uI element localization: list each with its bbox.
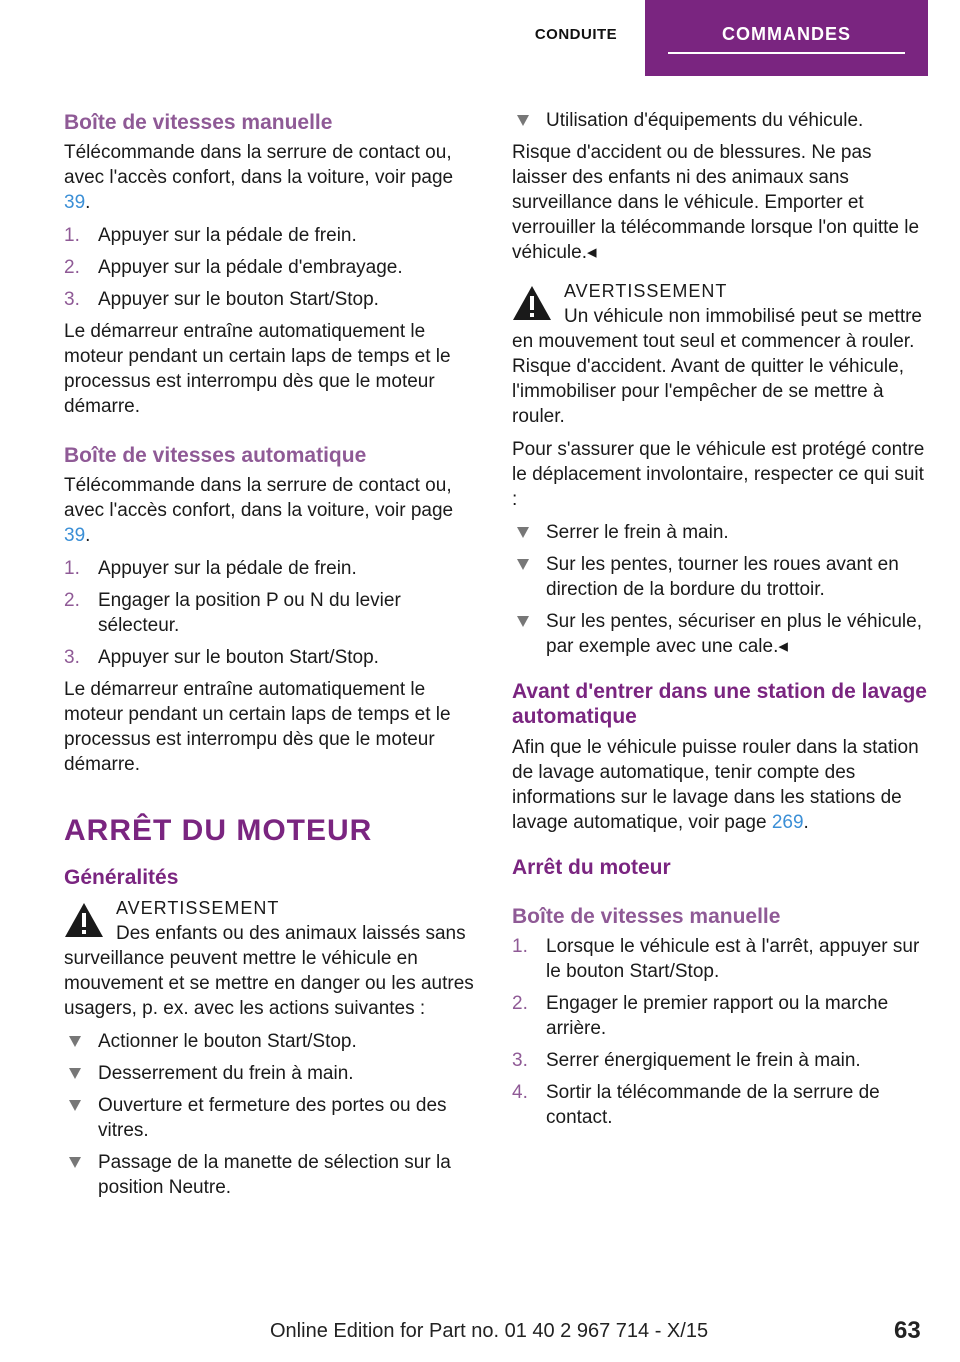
general-heading: Généralités [64, 866, 179, 889]
page-number: 63 [894, 1317, 921, 1344]
warning-title: AVERTISSEMENT [116, 898, 280, 918]
step-text: Appuyer sur le bouton Start/Stop. [98, 647, 379, 668]
auto-steps [64, 556, 480, 670]
manual-gearbox-heading: Boîte de vitesses manuelle [64, 111, 333, 134]
list-item [512, 108, 928, 133]
bullet-text: Actionner le bouton Start/Stop. [98, 1031, 357, 1052]
stop-steps [512, 934, 928, 1130]
step-text: Serrer énergiquement le frein à main. [546, 1050, 861, 1071]
step-number: 2. [64, 590, 80, 611]
list-item [64, 1150, 480, 1200]
bullet-text: Ouverture et fermeture des portes ou des vitres. [98, 1095, 447, 1141]
step-number: 3. [512, 1050, 528, 1071]
warning-box [512, 279, 928, 429]
section-tabs [0, 0, 960, 76]
bullet-triangle-icon [517, 559, 529, 570]
step-text: Engager la position P ou N du levier sélecteur. [98, 590, 401, 636]
step-number: 1. [512, 936, 528, 957]
warning-triangle-icon [64, 902, 104, 938]
warning-title: AVERTISSEMENT [564, 281, 728, 301]
bullet-text: Desserrement du frein à main. [98, 1063, 354, 1084]
step-number: 2. [512, 993, 528, 1014]
auto-intro-text: Télécommande dans la serrure de contact ou, avec l'accès confort, dans la voiture, voir page [64, 475, 454, 521]
step-number: 4. [512, 1082, 528, 1103]
bullet-triangle-icon [517, 616, 529, 627]
car-wash-heading: Avant d'entrer dans une station de lavage automatique [512, 680, 927, 728]
page-link-39[interactable]: 39 [64, 192, 86, 213]
step-number: 3. [64, 289, 80, 310]
list-item [64, 556, 480, 581]
step-text: Appuyer sur le bouton Start/Stop. [98, 289, 379, 310]
manual-intro-text: Télécommande dans la serrure de contact ou, avec l'accès confort, dans la voiture, voir page [64, 142, 454, 188]
list-item [64, 255, 480, 280]
page-link-39[interactable]: 39 [64, 525, 86, 546]
step-text: Engager le premier rapport ou la marche arrière. [546, 993, 889, 1039]
risk-actions-list [64, 1029, 480, 1200]
step-text: Appuyer sur la pédale de frein. [98, 558, 357, 579]
list-item [64, 1061, 480, 1086]
tab-active-underline [668, 52, 905, 54]
engine-stop-title: ARRÊT DU MOTEUR [64, 814, 373, 847]
engine-stop-heading: Arrêt du moteur [512, 856, 671, 879]
manual-intro: Télécommande dans la serrure de contact ou, avec l'accès confort, dans la voiture, voir page 39. [64, 142, 454, 213]
bullet-triangle-icon [69, 1036, 81, 1047]
warning-box [64, 896, 480, 1021]
list-item [64, 287, 480, 312]
list-item [64, 1093, 480, 1143]
tab-commandes-label: COMMANDES [722, 24, 851, 44]
step-text: Appuyer sur la pédale d'embrayage. [98, 257, 403, 278]
bullet-triangle-icon [517, 527, 529, 538]
page-link-269[interactable]: 269 [771, 812, 804, 833]
bullet-text: Serrer le frein à main. [546, 522, 729, 543]
step-text: Appuyer sur la pédale de frein. [98, 225, 357, 246]
risk-text: Risque d'accident ou de blessures. Ne pas laisser des enfants ni des animaux sans surveillance dans le véhicule. Emporter et verrouiller la télécommande lorsque l'on quitte le véhicule.◂ [512, 142, 920, 263]
step-number: 3. [64, 647, 80, 668]
bullet-text: Sur les pentes, sécuriser en plus le véhicule, par exemple avec une cale.◂ [546, 611, 922, 657]
bullet-text: Utilisation d'équipements du véhicule. [546, 110, 864, 131]
step-number: 1. [64, 558, 80, 579]
list-item [512, 1048, 928, 1073]
step-text: Lorsque le véhicule est à l'arrêt, appuyer sur le bouton Start/Stop. [546, 936, 920, 982]
list-item [512, 934, 928, 984]
warning-text: Un véhicule non immobilisé peut se mettre en mouvement tout seul et commencer à rouler. Risque d'accident. Avant de quitter le véhicule, l'immobiliser pour l'empêcher de se mettre à rouler. [512, 306, 923, 427]
list-item [64, 588, 480, 638]
list-item [64, 645, 480, 670]
manual-after: Le démarreur entraîne automatiquement le moteur pendant un certain laps de temps et le processus est interrompu dès que le moteur démarre. [64, 321, 451, 417]
bullet-text: Sur les pentes, tourner les roues avant en direction de la bordure du trottoir. [546, 554, 899, 600]
car-wash-body: Afin que le véhicule puisse rouler dans la station de lavage automatique, tenir compte des informations sur le lavage dans les stations de lavage automatique, voir page [512, 737, 919, 833]
auto-after: Le démarreur entraîne automatiquement le moteur pendant un certain laps de temps et le processus est interrompu dès que le moteur démarre. [64, 679, 451, 775]
car-wash-text: Afin que le véhicule puisse rouler dans la station de lavage automatique, tenir compte des informations sur le lavage dans les stations de lavage automatique, voir page 269. [512, 737, 919, 833]
list-item [512, 552, 928, 602]
list-item [512, 520, 928, 545]
left-column [64, 108, 480, 1207]
list-item [512, 609, 928, 659]
auto-intro: Télécommande dans la serrure de contact ou, avec l'accès confort, dans la voiture, voir page 39. [64, 475, 454, 546]
bullet-triangle-icon [69, 1068, 81, 1079]
bullet-text: Passage de la manette de sélection sur la position Neutre. [98, 1152, 451, 1198]
footer-edition: Online Edition for Part no. 01 40 2 967 714 - X/15 [270, 1320, 709, 1342]
step-text: Sortir la télécommande de la serrure de contact. [546, 1082, 880, 1128]
warning-triangle-icon [512, 285, 552, 321]
tab-conduite[interactable]: CONDUITE [534, 26, 618, 43]
bullet-triangle-icon [517, 115, 529, 126]
list-item [64, 223, 480, 248]
warning-text: Des enfants ou des animaux laissés sans surveillance peuvent mettre le véhicule en mouvement et se mettre en danger ou les autres usagers, p. ex. avec les actions suivantes : [64, 923, 474, 1019]
secure-list [512, 520, 928, 659]
risk-actions-list-continued [512, 108, 928, 133]
step-number: 1. [64, 225, 80, 246]
secure-intro: Pour s'assurer que le véhicule est protégé contre le déplacement involontaire, respecter ce qui suit : [512, 439, 925, 510]
list-item [64, 1029, 480, 1054]
list-item [512, 991, 928, 1041]
tab-commandes[interactable] [645, 0, 928, 76]
bullet-triangle-icon [69, 1100, 81, 1111]
step-number: 2. [64, 257, 80, 278]
right-column [512, 108, 928, 1137]
list-item [512, 1080, 928, 1130]
manual-gearbox-stop-heading: Boîte de vitesses manuelle [512, 905, 781, 928]
auto-gearbox-heading: Boîte de vitesses automatique [64, 444, 367, 467]
bullet-triangle-icon [69, 1157, 81, 1168]
manual-steps [64, 223, 480, 312]
